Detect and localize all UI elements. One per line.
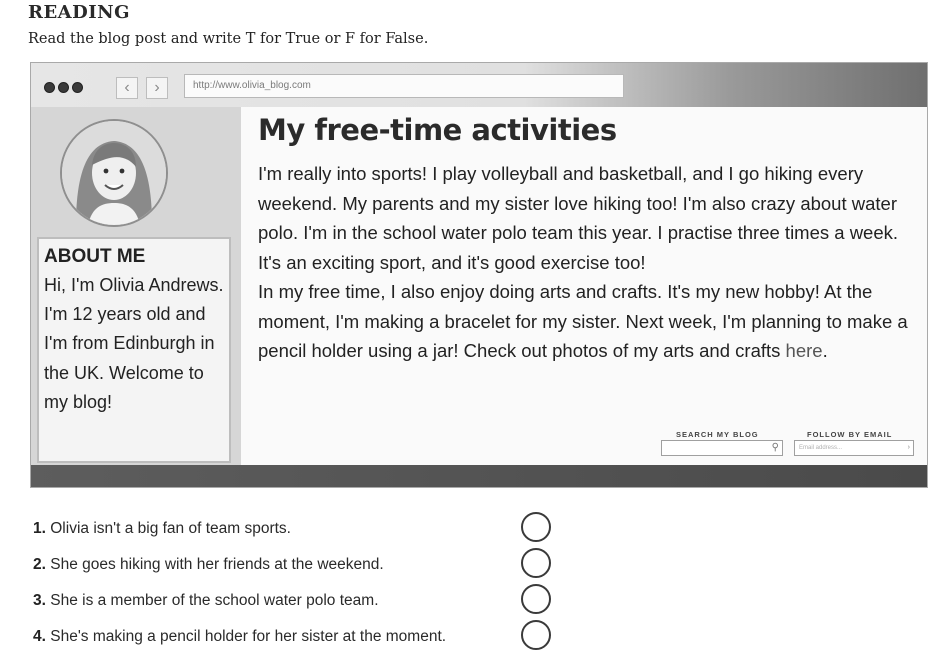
- question-number: 2.: [33, 556, 46, 573]
- post-title: My free-time activities: [258, 113, 617, 147]
- post-paragraph: I'm really into sports! I play volleyball and basketball, and I go hiking every weekend. My parents and my sister love hiking too! I'm also crazy about water polo. I'm in the school water polo team this year. I practise three times a week. It's an exciting sport, and it's good exercise too!: [258, 163, 899, 273]
- post-paragraph-end: .: [822, 340, 828, 361]
- post-paragraph-text: In my free time, I also enjoy doing arts and crafts. It's my new hobby! At the moment, I'm making a bracelet for my sister. Next week, I'm planning to make a pencil holder using a jar! Check out photos of my arts and crafts: [258, 281, 908, 361]
- answer-circle[interactable]: [521, 548, 551, 578]
- search-icon[interactable]: ⚲: [771, 442, 779, 453]
- blog-post: [241, 107, 927, 466]
- section-heading: READING: [28, 2, 130, 23]
- instruction-text: Read the blog post and write T for True or F for False.: [28, 31, 429, 47]
- avatar: [60, 119, 168, 227]
- photos-link[interactable]: here: [785, 340, 823, 361]
- question-number: 4.: [33, 628, 46, 645]
- address-bar[interactable]: http://www.olivia_blog.com: [184, 74, 624, 98]
- answer-circle[interactable]: [521, 620, 551, 650]
- window-dot-icon[interactable]: [58, 82, 69, 93]
- answer-circle[interactable]: [521, 584, 551, 614]
- question-text: She's making a pencil holder for her sister at the moment.: [50, 628, 447, 645]
- about-me-text: Hi, I'm Olivia Andrews. I'm 12 years old and I'm from Edinburgh in the UK. Welcome to my blog!: [44, 275, 224, 412]
- question-list: [33, 520, 633, 654]
- question-number: 1.: [33, 520, 46, 537]
- forward-button[interactable]: [146, 77, 168, 99]
- email-placeholder: Email address...: [799, 445, 843, 451]
- about-me-box: [37, 237, 231, 463]
- chevron-left-icon: ‹: [124, 79, 130, 96]
- question-item: [33, 628, 633, 654]
- window-dot-icon[interactable]: [44, 82, 55, 93]
- window-controls: [44, 82, 83, 93]
- browser-window: [30, 62, 928, 488]
- window-dot-icon[interactable]: [72, 82, 83, 93]
- search-input[interactable]: [661, 440, 783, 456]
- follow-label: FOLLOW BY EMAIL: [807, 430, 893, 439]
- arrow-right-icon[interactable]: ›: [907, 444, 910, 451]
- browser-bottom-bar: [31, 465, 927, 487]
- browser-titlebar: [31, 63, 927, 107]
- answer-circle[interactable]: [521, 512, 551, 542]
- email-input[interactable]: [794, 440, 914, 456]
- question-text: Olivia isn't a big fan of team sports.: [50, 520, 291, 537]
- chevron-right-icon: ›: [154, 79, 160, 96]
- question-number: 3.: [33, 592, 46, 609]
- question-text: She is a member of the school water polo team.: [50, 592, 379, 609]
- question-text: She goes hiking with her friends at the weekend.: [50, 556, 384, 573]
- back-button[interactable]: [116, 77, 138, 99]
- post-paragraph: [258, 277, 908, 366]
- search-label: SEARCH MY BLOG: [676, 430, 759, 439]
- post-body: [258, 159, 908, 366]
- girl-portrait-icon: [62, 121, 166, 225]
- blog-sidebar: [31, 107, 241, 466]
- about-me-title: ABOUT ME: [44, 246, 146, 267]
